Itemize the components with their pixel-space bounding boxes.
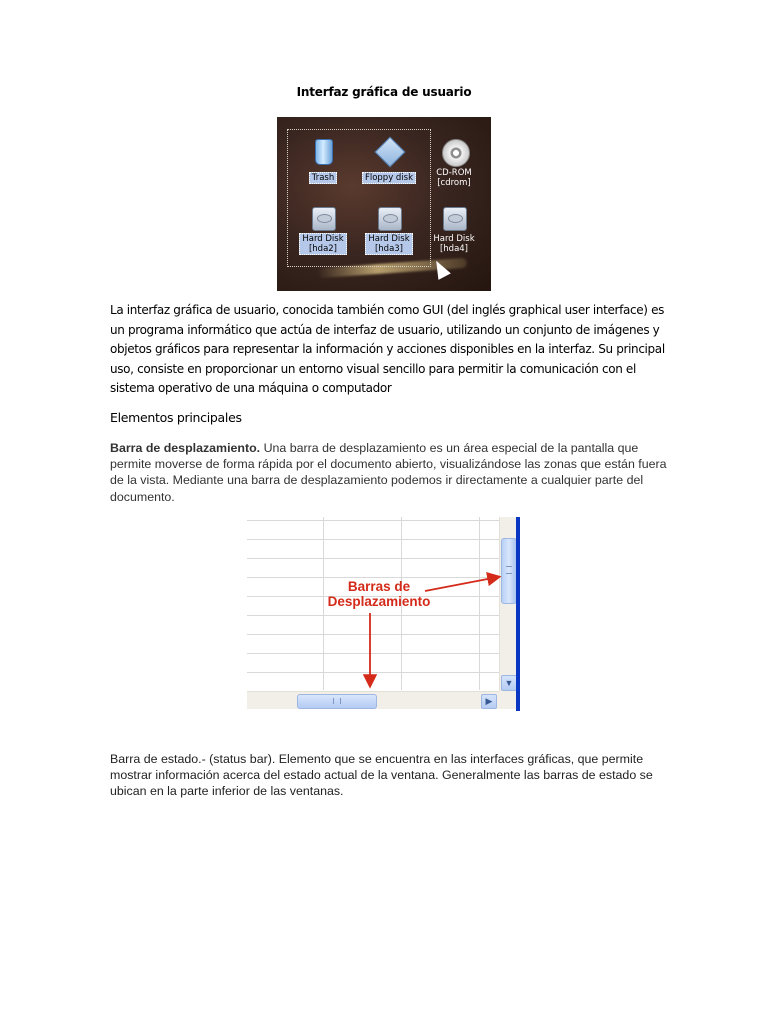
desktop-icon-hard-disk-hda4[interactable] [422, 203, 486, 256]
annotation-arrows [247, 517, 521, 711]
desktop-icon-floppy-disk[interactable] [357, 137, 421, 185]
desktop-icon-label: CD-ROM [cdrom] [436, 168, 472, 188]
desktop-icon-hard-disk-hda3[interactable] [357, 203, 421, 256]
scrollbar-paragraph [110, 440, 670, 505]
desktop-icon-label: Trash [309, 172, 337, 184]
hard-disk-icon [375, 203, 403, 231]
scrollbar-annotation: Barras de Desplazamiento [327, 579, 431, 609]
desktop-icon-cd-rom[interactable] [422, 137, 486, 190]
floppy-disk-icon [375, 137, 403, 165]
desktop-icon-trash[interactable] [291, 137, 355, 185]
scrollbar-description: Una barra de desplazamiento es un área especial de la pantalla que permite moverse de forma rápida por el documento abierto, visualizándose las zonas que están fuera de la vista. Mediante una barra de desplazamiento podemos ir directamente a cualquier parte del documento. [110, 441, 667, 504]
hard-disk-icon [309, 203, 337, 231]
desktop-screenshot-figure [277, 117, 491, 291]
trash-icon [309, 137, 337, 165]
scrollbar-screenshot-figure [247, 517, 521, 711]
chevron-right-icon: ▶ [485, 696, 493, 706]
page-title: Interfaz gráfica de usuario [296, 85, 472, 99]
desktop-icon-label: Hard Disk [hda4] [433, 234, 475, 254]
intro-paragraph: La interfaz gráfica de usuario, conocida también como GUI (del inglés graphical user interface) es un programa informático que actúa de interfaz de usuario, utilizando un conjunto de imágenes y objetos gráficos para representar la información y acciones disponibles en la interfaz. Su principal uso, consiste en proporcionar un entorno visual sencillo para permitir la comunicación con el sistema operativo de una máquina o computador [110, 303, 665, 396]
scrollbar-term: Barra de desplazamiento. [110, 441, 261, 455]
statusbar-paragraph: Barra de estado.- (status bar). Elemento que se encuentra en las interfaces gráficas, que permite mostrar información acerca del estado actual de la ventana. Generalmente las barras de estado se ubican en la parte inferior de las ventanas. [110, 752, 653, 799]
hard-disk-icon [440, 203, 468, 231]
desktop-icon-label: Hard Disk [hda3] [365, 233, 412, 255]
chevron-down-icon: ▼ [504, 678, 514, 688]
desktop-icon-label: Floppy disk [362, 172, 416, 184]
cd-rom-icon [440, 137, 468, 165]
desktop-icon-hard-disk-hda2[interactable] [291, 203, 355, 256]
arrow-to-vertical-scrollbar [425, 577, 498, 591]
section-heading: Elementos principales [110, 410, 242, 425]
desktop-icon-label: Hard Disk [hda2] [299, 233, 346, 255]
